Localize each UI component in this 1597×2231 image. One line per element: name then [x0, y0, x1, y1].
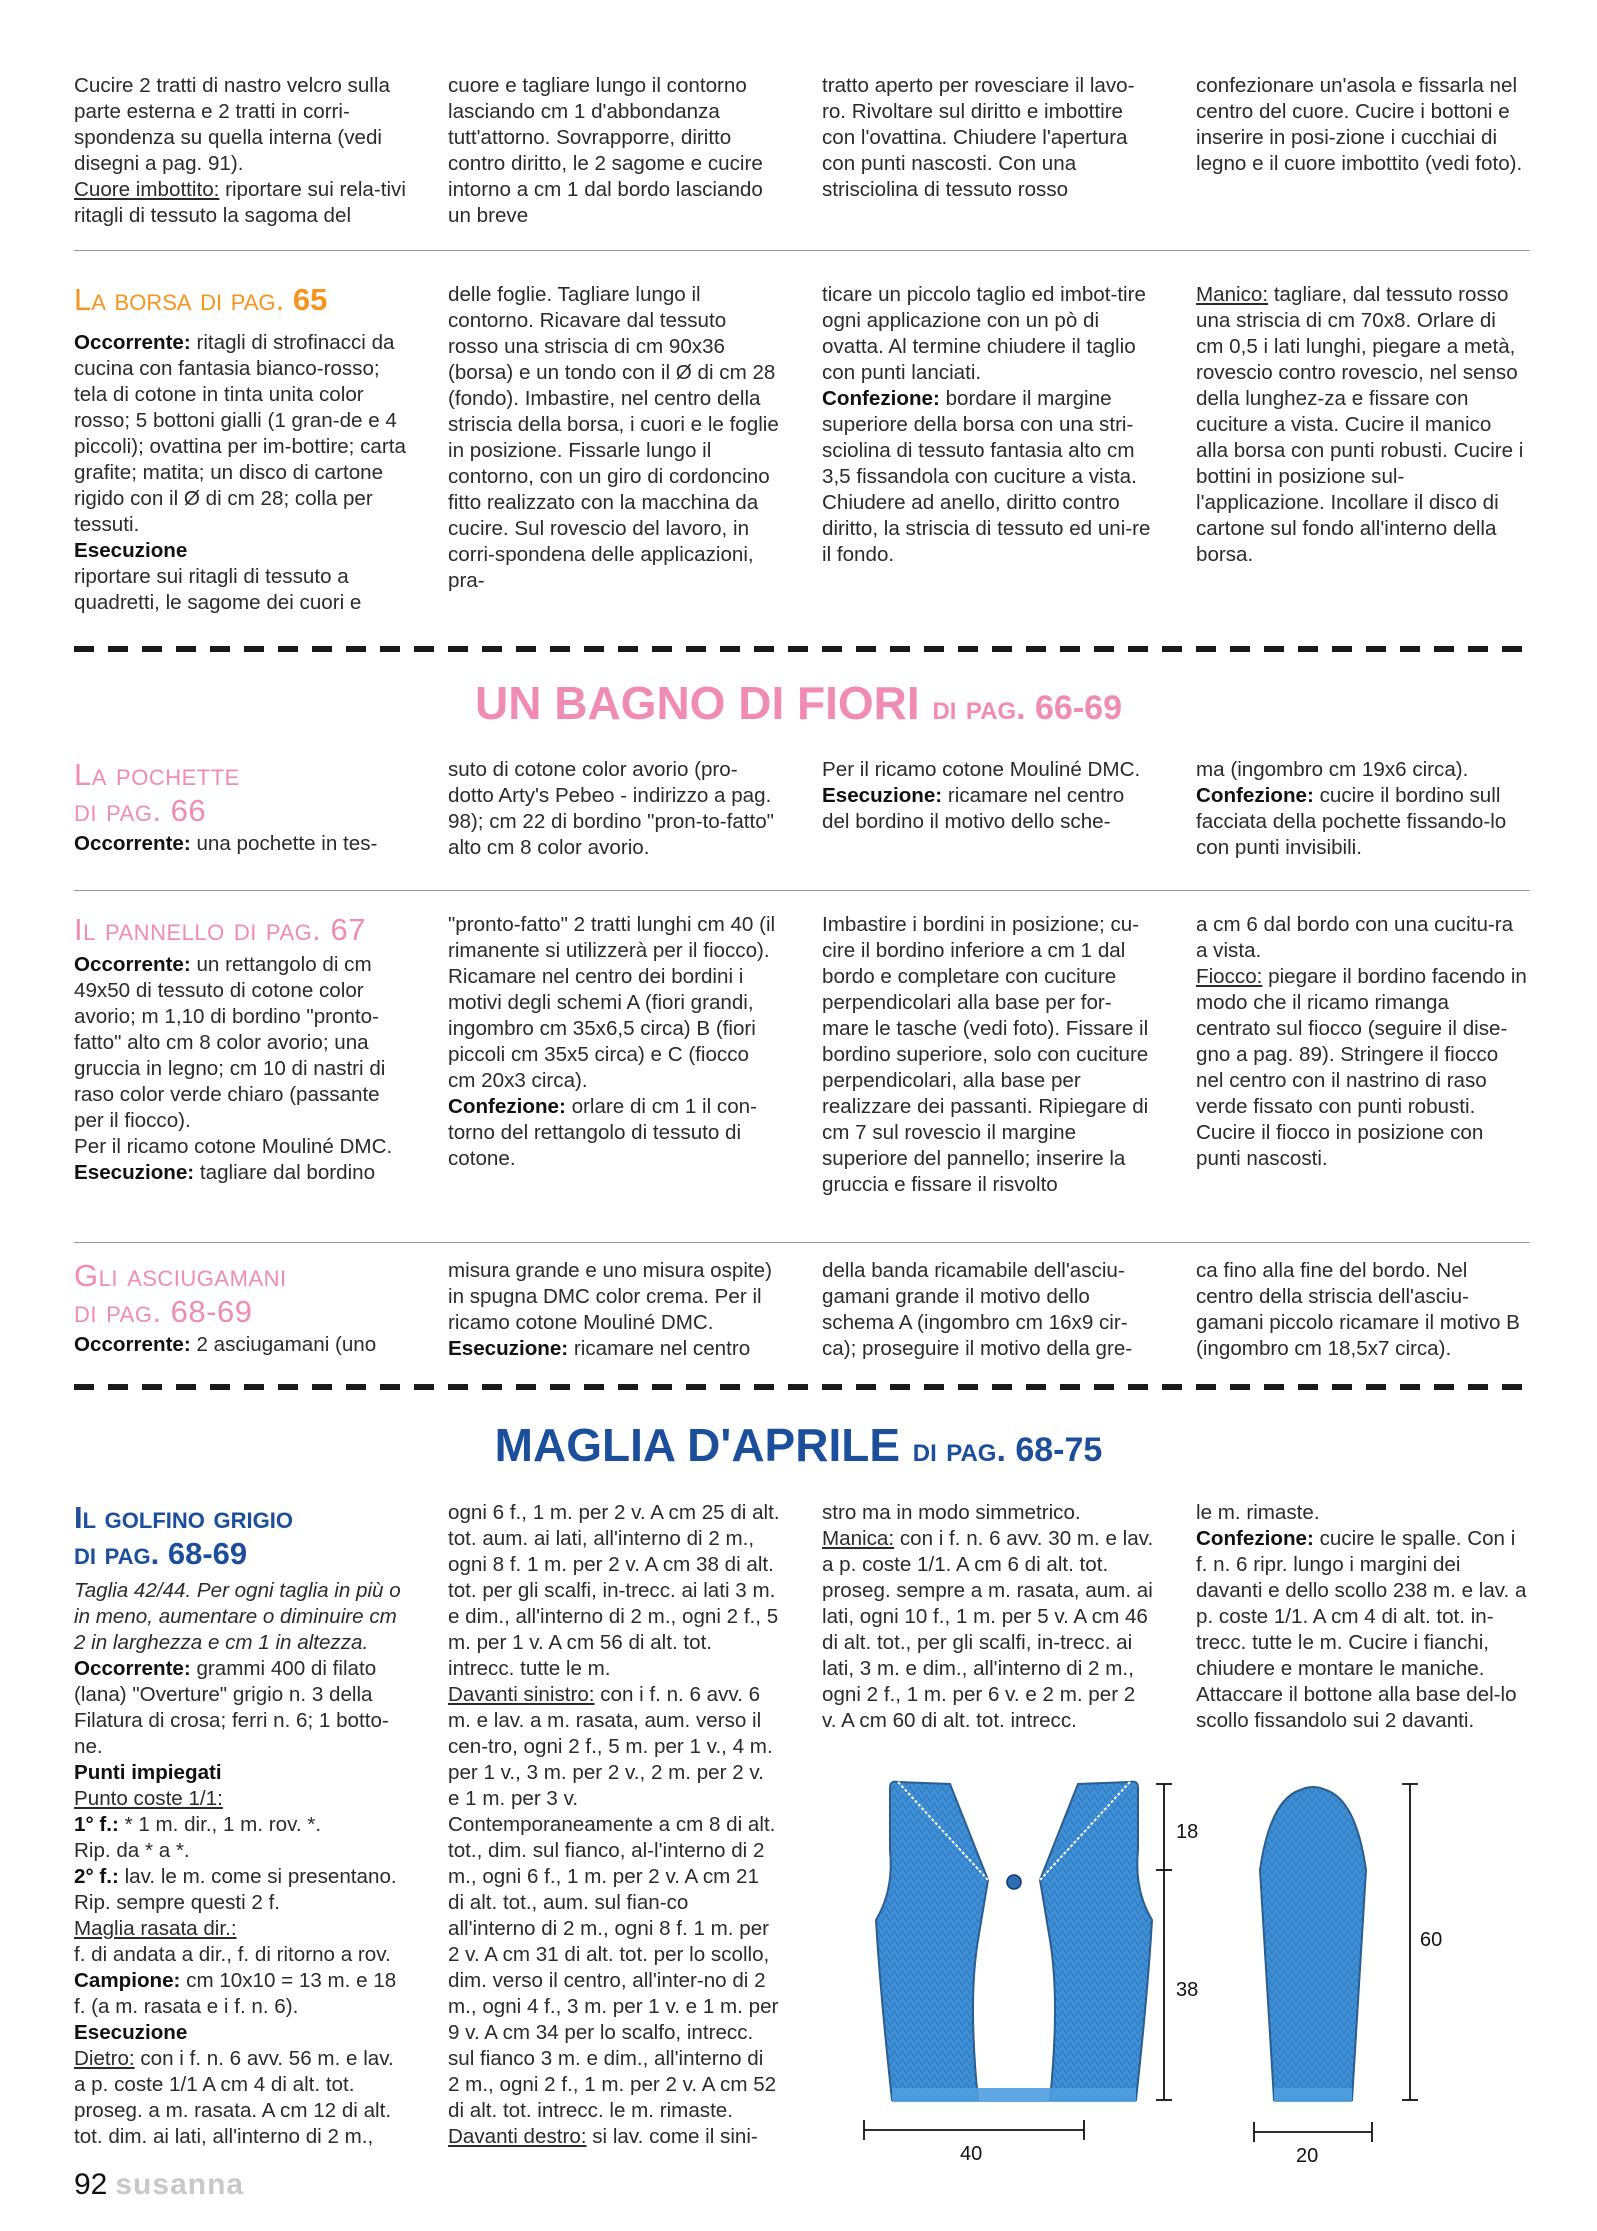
- asciugamani-heading: Gli asciugamani di pag. 68-69: [74, 1258, 287, 1329]
- golfino-heading: Il golfino grigio di pag. 68-69: [74, 1500, 293, 1571]
- divider: [74, 250, 1530, 251]
- pochette-section: La pochette di pag. 66 Occorrente: una pochette in tes- suto di cotone color avorio (pro-dotto Arty's Pebeo - indirizzo a pag. 98); cm 22 di bordino "pron-to-fatto" alto cm 8 color avorio. Per il ricamo cotone Mouliné DMC. Esecuzione: ricamare nel centro del bordino il motivo dello sche- ma (ingombro cm 19x6 circa). Confezione: cucire il bordino sull facciata della pochette fissando-lo con punti invisibili.: [74, 757, 1507, 859]
- vest-shape: [876, 1782, 988, 2100]
- dim-label-38: 38: [1176, 1979, 1199, 2001]
- top-col-3: tratto aperto per rovesciare il lavo-ro. Rivoltare sul diritto e imbottire con l'ovattina. Chiudere l'apertura con punti nascosti. Con una strisciolina di tessuto rosso: [822, 74, 1135, 201]
- dim-label-18: 18: [1176, 1821, 1199, 1843]
- pannello-section: Il pannello di pag. 67 Occorrente: un rettangolo di cm 49x50 di tessuto di cotone color avorio; m 1,10 di bordino "pronto-fatto" alto cm 8 color avorio; una gruccia in legno; cm 10 di nastri di raso color verde chiaro (passante per il fiocco). Per il ricamo cotone Mouliné DMC. Esecuzione: tagliare dal bordino "pronto-fatto" 2 tratti lunghi cm 40 (il rimanente si utilizzerà per il fiocco). Ricamare nel centro dei bordini i motivi degli schemi A (fiori grandi, ingombro cm 35x6,5 circa) B (fiori piccoli cm 35x5 circa) e C (fiocco cm 20x3 circa). Confezione: orlare di cm 1 il con-torno del rettangolo di tessuto di cotone. Imbastire i bordini in posizione; cu-cire il bordino inferiore a cm 1 dal bordo e completare con cuciture perpendicolari alla base per for-mare le tasche (vedi foto). Fissare il bordino superiore, solo con cuciture perpendicolari, alla base per realizzare dei passanti. Ripiegare di cm 7 sul rovescio il margine superiore del pannello; inserire la gruccia e fissare il risvolto a cm 6 dal bordo con una cucitu-ra a vista. Fiocco: piegare il bordino facendo in modo che il ricamo rimanga centrato sul fiocco (seguire il dise-gno a pag. 89). Stringere il fiocco nel centro con il nastrino di raso verde fissato con punti robusti. Cucire il fiocco in posizione con punti nascosti.: [74, 912, 1527, 1196]
- dim-label-20: 20: [1296, 2145, 1319, 2167]
- borsa-section: La borsa di pag. 65 Occorrente: ritagli di strofinacci da cucina con fantasia bianco-rosso; tela di cotone in tinta unita color rosso; 5 bottoni gialli (1 gran-de e 4 piccoli); ovattina per im-bottire; carta grafite; matita; un disco di cartone rigido con il Ø di cm 28; colla per tessuti. Esecuzione riportare sui ritagli di tessuto a quadretti, le sagome dei cuori e delle foglie. Tagliare lungo il contorno. Ricavare dal tessuto rosso una striscia di cm 90x36 (borsa) e un tondo con il Ø di cm 28 (fondo). Imbastire, nel centro della striscia della borsa, i cuori e le foglie in posizione. Fissarle lungo il contorno, con un giro di cordoncino fitto realizzato con la macchina da cucire. Sul rovescio del lavoro, in corri-spondena delle applicazioni, pra- ticare un piccolo taglio ed imbot-tire ogni applicazione con un pò di ovatta. Al termine chiudere il taglio con punti lanciati. Confezione: bordare il margine superiore della borsa con una stri-sciolina di tessuto fantasia alto cm 3,5 fissandola con cuciture a vista. Chiudere ad anello, diritto contro diritto, la striscia di tessuto ed uni-re il fondo. Manico: tagliare, dal tessuto rosso una striscia di cm 70x8. Orlare di cm 0,5 i lati lunghi, piegare a metà, rovescio contro rovescio, nel senso della lunghez-za e fissare con cuciture a vista. Cucire il manico alla borsa con punti robusti. Cucire i bottini in posizione sul-l'applicazione. Incollare il disco di cartone sul fondo all'interno della borsa.: [74, 282, 1524, 614]
- magazine-name: susanna: [115, 2168, 245, 2201]
- text: riportare sui rela-tivi ritagli di tessuto la sagoma del: [74, 178, 406, 227]
- page-footer: [74, 2168, 244, 2202]
- dim-label-60: 60: [1420, 1929, 1443, 1951]
- dashed-divider: [74, 646, 1530, 652]
- sleeve-diagram: [1240, 1770, 1450, 2180]
- subheading: Cuore imbottito:: [74, 178, 220, 201]
- vest-diagram: [850, 1770, 1199, 2170]
- sleeve-shape: [1260, 1787, 1366, 2100]
- top-col-4: confezionare un'asola e fissarla nel centro del cuore. Cucire i bottoni e inserire in posi-zione i cucchiai di legno e il cuore imbottito (vedi foto).: [1196, 74, 1523, 175]
- top-section: [74, 73, 1530, 229]
- section-title-maglia: MAGLIA D'APRILE di pag. 68-75: [494, 1419, 1103, 1471]
- page-number: 92: [74, 2168, 108, 2201]
- section-title-bagno: UN BAGNO DI FIORI di pag. 66-69: [475, 677, 1122, 729]
- borsa-heading: La borsa di pag. 65: [74, 282, 328, 317]
- divider: [74, 1242, 1530, 1243]
- pochette-heading: La pochette di pag. 66: [74, 757, 240, 828]
- text: Cucire 2 tratti di nastro velcro sulla parte esterna e 2 tratti in corri-spondenza su quella interna (vedi disegni a pag. 91).: [74, 74, 390, 175]
- top-col-2: cuore e tagliare lungo il contorno lasciando cm 1 d'abbondanza tutt'attorno. Sovrapporre, diritto contro diritto, le 2 sagome e cucire intorno a cm 1 dal bordo lasciando un breve: [448, 74, 763, 227]
- divider: [74, 890, 1530, 891]
- dashed-divider: [74, 1384, 1530, 1390]
- top-col-1: [74, 73, 406, 229]
- pannello-heading: Il pannello di pag. 67: [74, 912, 366, 947]
- asciugamani-section: Gli asciugamani di pag. 68-69 Occorrente: 2 asciugamani (uno misura grande e uno misura ospite) in spugna DMC color crema. Per il ricamo cotone Mouliné DMC. Esecuzione: ricamare nel centro della banda ricamabile dell'asciu-gamani grande il motivo dello schema A (ingombro cm 16x9 cir-ca); proseguire il motivo della gre- ca fino alla fine del bordo. Nel centro della striscia dell'asciu-gamani piccolo ricamare il motivo B (ingombro cm 18,5x7 circa).: [74, 1258, 1520, 1360]
- dim-label-40: 40: [960, 2143, 983, 2165]
- golfino-section: Il golfino grigio di pag. 68-69 Taglia 42/44. Per ogni taglia in più o in meno, aumentare o diminuire cm 2 in larghezza e cm 1 in altezza. Occorrente: grammi 400 di filato (lana) "Overture" grigio n. 3 della Filatura di crosa; ferri n. 6; 1 botto-ne. Punti impiegati Punto coste 1/1: 1° f.: * 1 m. dir., 1 m. rov. *. Rip. da * a *. 2° f.: lav. le m. come si presentano. Rip. sempre questi 2 f. Maglia rasata dir.: f. di andata a dir., f. di ritorno a rov. Campione: cm 10x10 = 13 m. e 18 f. (a m. rasata e i f. n. 6). Esecuzione Dietro: con i f. n. 6 avv. 56 m. e lav. a p. coste 1/1 A cm 4 di alt. tot. proseg. a m. rasata. A cm 12 di alt. tot. dim. ai lati, all'interno di 2 m., ogni 6 f., 1 m. per 2 v. A cm 25 di alt. tot. aum. ai lati, all'interno di 2 m., ogni 8 f. 1 m. per 2 v. A cm 38 di alt. tot. per gli scalfi, in-trecc. ai lati 3 m. e dim., all'interno di 2 m., ogni 2 f., 5 m. per 1 v. A cm 56 di alt. tot. intrecc. tutte le m. Davanti sinistro: con i f. n. 6 avv. 6 m. e lav. a m. rasata, aum. verso il cen-tro, ogni 2 f., 5 m. per 1 v., 4 m. per 1 v., 3 m. per 2 v., 2 m. per 2 v. e 1 m. per 3 v. Contemporaneamente a cm 8 di alt. tot., dim. sul fianco, al-l'interno di 2 m., ogni 6 f., 1 m. per 2 v. A cm 21 di alt. tot., aum. sul fian-co all'interno di 2 m., ogni 8 f. 1 m. per 2 v. A cm 31 di alt. tot. per lo scollo, dim. verso il centro, all'inter-no di 2 m., ogni 4 f., 3 m. per 1 v. e 1 m. per 9 v. A cm 34 per lo scalfo, intrecc. sul fianco 3 m. e dim., all'interno di 2 m., ogni 2 f., 1 m. per 2 v. A cm 52 di alt. tot. intrecc. le m. rimaste. Davanti destro: si lav. come il sini- stro ma in modo simmetrico. Manica: con i f. n. 6 avv. 30 m. e lav. a p. coste 1/1. A cm 6 di alt. tot. proseg. sempre a m. rasata, aum. ai lati, ogni 10 f., 1 m. per 5 v. A cm 46 di alt. tot., per gli scalfi, in-trecc. ai lati, 3 m. e dim., all'interno di 2 m., ogni 2 f., 1 m. per 6 v. e 2 m. per 2 v. A cm 60 di alt. tot. intrecc. le m. rimaste. Confezione: cucire le spalle. Con i f. n. 6 ripr. lungo i margini dei davanti e dello scollo 238 m. e lav. a p. coste 1/1. A cm 4 di alt. tot. in-trecc. tutte le m. Cucire i fianchi, chiudere e montare le maniche. Attaccare il bottone alla base del-lo scollo fissandolo sui 2 davanti.: [74, 1500, 1527, 2148]
